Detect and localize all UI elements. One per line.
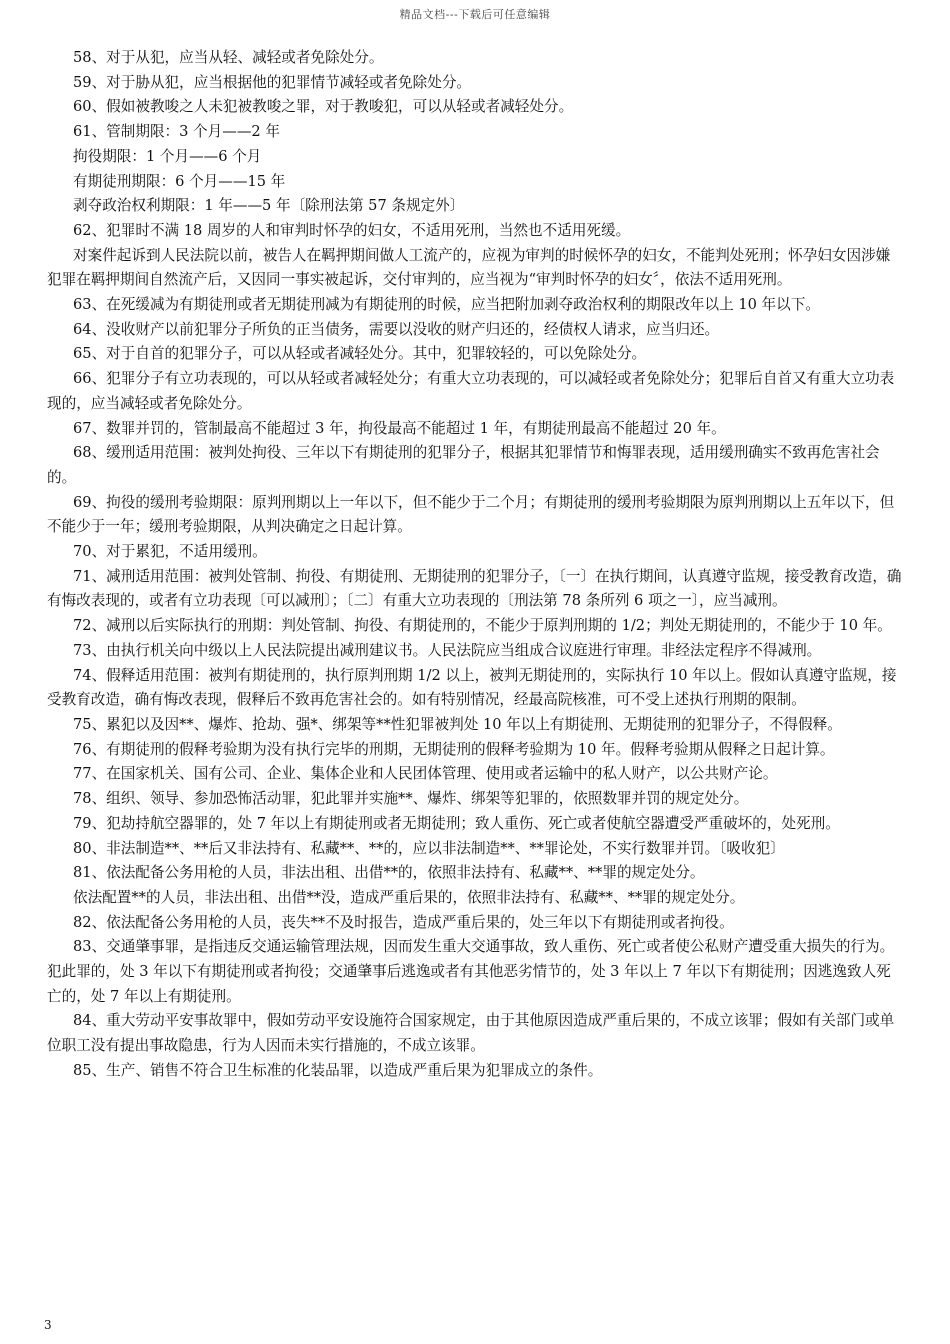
paragraph: 67、数罪并罚的，管制最高不能超过 3 年，拘役最高不能超过 1 年，有期徒刑最高不能超过 20 年。 (73, 419, 726, 437)
paragraph: 85、生产、销售不符合卫生标准的化装品罪，以造成严重后果为犯罪成立的条件。 (73, 1061, 603, 1079)
paragraph: 72、减刑以后实际执行的刑期：判处管制、拘役、有期徒刑的，不能少于原判刑期的 1/2；判处无期徒刑的，不能少于 10 年。 (73, 617, 892, 635)
paragraph: 74、假释适用范围：被判有期徒刑的，执行原判刑期 1/2 以上，被判无期徒刑的，实际执行 10 年以上。假如认真遵守监规，接受教育改造，确有悔改表现，假释后不致再危害社会的。如有特别情况，经最高院核准，可不受上述执行刑期的限制。 (47, 666, 897, 709)
paragraph: 69、拘役的缓刑考验期限：原判刑期以上一年以下，但不能少于二个月；有期徒刑的缓刑考验期限为原判刑期以上五年以下，但不能少于一年；缓刑考验期限，从判决确定之日起计算。 (47, 493, 895, 536)
paragraph: 78、组织、领导、参加恐怖活动罪，犯此罪并实施**、爆炸、绑架等犯罪的，依照数罪并罚的规定处分。 (73, 790, 749, 808)
page-header: 精品文档---下载后可任意编辑 (399, 8, 551, 21)
paragraph: 71、减刑适用范围：被判处管制、拘役、有期徒刑、无期徒刑的犯罪分子，〔一〕在执行期间，认真遵守监规，接受教育改造，确有悔改表现的，或者有立功表现〔可以减刑〕；〔二〕有重大立功表现的〔刑法第 78 条所列 6 项之一〕，应当减刑。 (47, 567, 902, 610)
paragraph: 68、缓刑适用范围：被判处拘役、三年以下有期徒刑的犯罪分子，根据其犯罪情节和悔罪表现，适用缓刑确实不致再危害社会的。 (47, 444, 880, 486)
paragraph: 66、犯罪分子有立功表现的，可以从轻或者减轻处分；有重大立功表现的，可以减轻或者免除处分；犯罪后自首又有重大立功表现的，应当减轻或者免除处分。 (47, 370, 895, 412)
paragraph: 63、在死缓减为有期徒刑或者无期徒刑减为有期徒刑的时候，应当把附加剥夺政治权利的期限改年以上 10 年以下。 (73, 296, 820, 314)
paragraph: 64、没收财产以前犯罪分子所负的正当债务，需要以没收的财产归还的，经债权人请求，应当归还。 (73, 320, 720, 338)
paragraph: 84、重大劳动平安事故罪中，假如劳动平安设施符合国家规定，由于其他原因造成严重后果的，不成立该罪；假如有关部门或单位职工没有提出事故隐患，行为人因而未实行措施的，不成立该罪。 (47, 1012, 895, 1055)
paragraph: 79、犯劫持航空器罪的，处 7 年以上有期徒刑或者无期徒刑；致人重伤、死亡或者使航空器遭受严重破坏的，处死刑。 (73, 814, 840, 832)
paragraph: 75、累犯以及因**、爆炸、抢劫、强*、绑架等**性犯罪被判处 10 年以上有期徒刑、无期徒刑的犯罪分子，不得假释。 (73, 715, 842, 733)
paragraph: 依法配置**的人员，非法出租、出借**没，造成严重后果的，依照非法持有、私藏**、**罪的规定处分。 (73, 888, 745, 906)
paragraph: 62、犯罪时不满 18 周岁的人和审判时怀孕的妇女，不适用死刑，当然也不适用死缓。 (73, 221, 631, 239)
paragraph: 剥夺政治权利期限：1 年——5 年〔除刑法第 57 条规定外〕 (73, 197, 465, 215)
paragraph: 对案件起诉到人民法院以前，被告人在羁押期间做人工流产的，应视为审判的时候怀孕的妇女，不能判处死刑；怀孕妇女因涉嫌犯罪在羁押期间自然流产后，又因同一事实被起诉，交付审判的，应当视为“审判时怀孕的妇女〞，依法不适用死刑。 (47, 246, 891, 289)
document-body (47, 46, 903, 1084)
paragraph: 73、由执行机关向中级以上人民法院提出减刑建议书。人民法院应当组成合议庭进行审理。非经法定程序不得减刑。 (73, 641, 822, 659)
paragraph: 82、依法配备公务用枪的人员，丧失**不及时报告，造成严重后果的，处三年以下有期徒刑或者拘役。 (73, 913, 734, 931)
paragraph: 有期徒刑期限：6 个月——15 年 (73, 172, 286, 190)
paragraph: 76、有期徒刑的假释考验期为没有执行完毕的刑期，无期徒刑的假释考验期为 10 年。假释考验期从假释之日起计算。 (73, 740, 835, 758)
paragraph: 77、在国家机关、国有公司、企业、集体企业和人民团体管理、使用或者运输中的私人财产，以公共财产论。 (73, 765, 778, 783)
page-number: 3 (44, 1318, 52, 1332)
paragraph: 60、假如被教唆之人未犯被教唆之罪，对于教唆犯，可以从轻或者减轻处分。 (73, 98, 574, 116)
paragraph: 58、对于从犯，应当从轻、减轻或者免除处分。 (73, 49, 384, 66)
paragraph: 83、交通肇事罪，是指违反交通运输管理法规，因而发生重大交通事故，致人重伤、死亡或者使公私财产遭受重大损失的行为。 犯此罪的，处 3 年以下有期徒刑或者拘役；交通肇事后逃逸或者有其他恶劣情节的，处 3 年以上 7 年以下有期徒刑；因逃逸致人死亡的，处 7 年以上有期徒刑。 (47, 938, 895, 1005)
paragraph: 65、对于自首的犯罪分子，可以从轻或者减轻处分。其中，犯罪较轻的，可以免除处分。 (73, 345, 647, 363)
paragraph: 81、依法配备公务用枪的人员，非法出租、出借**的，依照非法持有、私藏**、**罪的规定处分。 (73, 864, 705, 882)
paragraph: 拘役期限：1 个月——6 个月 (73, 147, 262, 165)
paragraph: 59、对于胁从犯，应当根据他的犯罪情节减轻或者免除处分。 (73, 73, 472, 91)
paragraph: 80、非法制造**、**后又非法持有、私藏**、**的，应以非法制造**、**罪论处，不实行数罪并罚。〔吸收犯〕 (73, 839, 785, 857)
paragraph: 61、管制期限：3 个月——2 年 (73, 123, 280, 141)
paragraph: 70、对于累犯，不适用缓刑。 (73, 543, 267, 561)
